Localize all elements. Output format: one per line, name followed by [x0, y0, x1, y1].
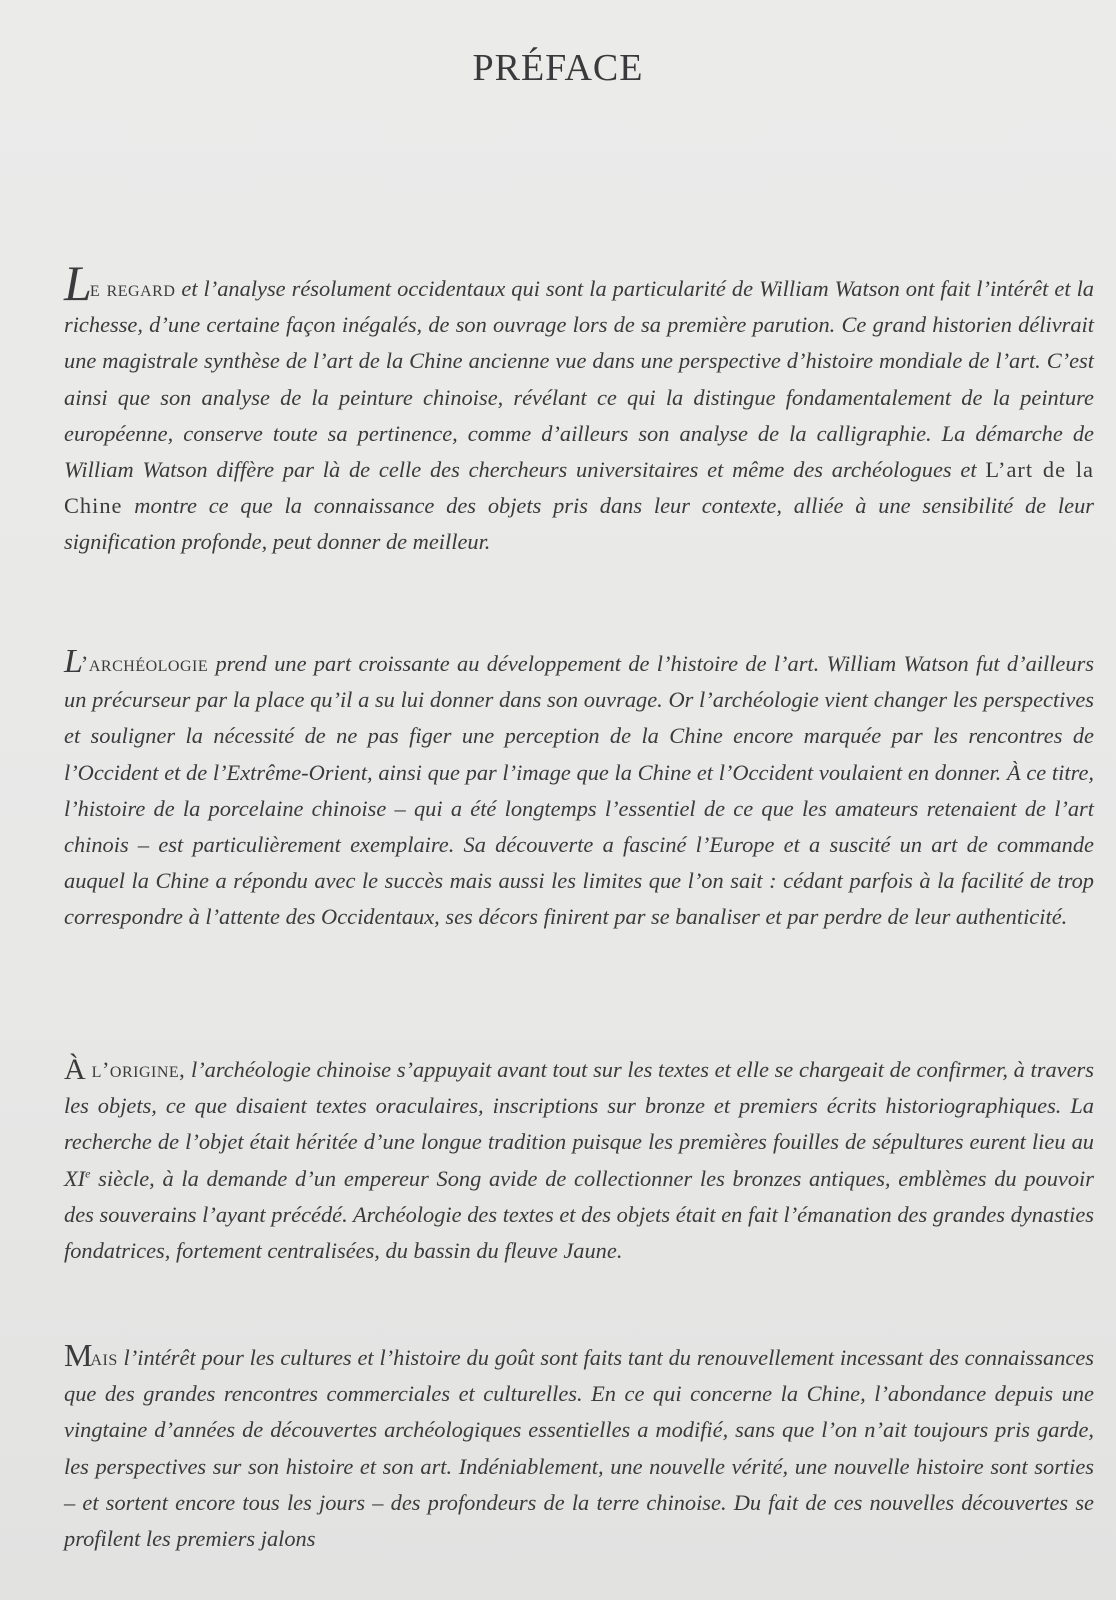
paragraph-text: l’intérêt pour les cultures et l’histoire du goût sont faits tant du renouvellement incessant des connaissances que des grandes rencontres commerciales et culturelles. En ce qui concerne la Chine, l’abondance depuis une vingtaine d’années de découvertes archéologiques essentielles a modifié, sans que l’on n’ait toujours pris garde, les perspectives sur son histoire et son art. Indéniablement, une nouvelle vérité, une nouvelle histoire sont sorties – et sortent encore tous les jours – des profondeurs de la terre chinoise. Du fait de ces nouvelles découvertes se profilent les premiers jalons: [64, 1345, 1094, 1552]
paragraph-3: [64, 1052, 1094, 1269]
drop-cap: L: [64, 255, 92, 311]
paragraph-4: [64, 1337, 1094, 1557]
drop-cap: À: [64, 1053, 86, 1086]
page-title: PRÉFACE: [472, 47, 644, 89]
drop-cap: L: [64, 643, 83, 680]
drop-cap: M: [64, 1337, 93, 1373]
lead-words: ’archéologie: [80, 651, 209, 676]
paragraph-text-cont: siècle, à la demande d’un empereur Song avide de collectionner les bronzes antiques, emblèmes du pouvoir des souverains l’ayant précédé. Archéologie des textes et des objets était en fait l’émanation des grandes dynasties fondatrices, fortement centralisées, du bassin du fleuve Jaune.: [64, 1165, 1094, 1264]
paragraph-text: et l’analyse résolument occidentaux qui sont la particularité de William Watson ont fait l’intérêt et la richesse, d’une certaine façon inégalés, de son ouvrage lors de sa première parution. Ce grand historien délivrait une magistrale synthèse de l’art de la Chine ancienne vue dans une perspective d’histoire mondiale de l’art. C’est ainsi que son analyse de la peinture chinoise, révélant ce qui la distingue fondamentalement de la peinture européenne, conserve toute sa pertinence, comme d’ailleurs son analyse de la calligraphie. La démarche de William Watson diffère par là de celle des chercheurs universitaires et même des archéologues et: [64, 276, 1094, 483]
lead-words: e regard: [89, 276, 176, 301]
lead-words: ais: [90, 1345, 118, 1370]
paragraph-1: [64, 255, 1094, 561]
book-title: L’art de la Chine: [64, 457, 1094, 519]
superscript: e: [85, 1166, 91, 1181]
paragraph-2: [64, 643, 1094, 936]
paragraph-text: prend une part croissante au développement de l’histoire de l’art. William Watson fut d’ailleurs un précurseur par la place qu’il a su lui donner dans son ouvrage. Or l’archéologie vient changer les perspectives et souligner la nécessité de ne pas figer une perception de la Chine encore marquée par les rencontres de l’Occident et de l’Extrême-Orient, ainsi que par l’image que la Chine et l’Occident voulaient en donner. À ce titre, l’histoire de la porcelaine chinoise – qui a été longtemps l’essentiel de ce que les amateurs retenaient de l’art chinois – est particulièrement exemplaire. Sa découverte a fasciné l’Europe et a suscité un art de commande auquel la Chine a répondu avec le succès mais aussi les limites que l’on sait : cédant parfois à la facilité de trop correspondre à l’attente des Occidentaux, ses décors finirent par se banaliser et par perdre de leur authenticité.: [64, 651, 1094, 930]
paragraph-text-end: montre ce que la connaissance des objets pris dans leur contexte, alliée à une sensibilité de leur signification profonde, peut donner de meilleur.: [64, 493, 1094, 555]
paragraph-text: l’archéologie chinoise s’appuyait avant tout sur les textes et elle se chargeait de confirmer, à travers les objets, ce que disaient textes oraculaires, inscriptions sur bronze et premiers écrits historiographiques. La recherche de l’objet était héritée d’une longue tradition puisque les premières fouilles de sépultures eurent lieu au XI: [64, 1057, 1094, 1191]
lead-words: l’origine,: [91, 1057, 186, 1082]
